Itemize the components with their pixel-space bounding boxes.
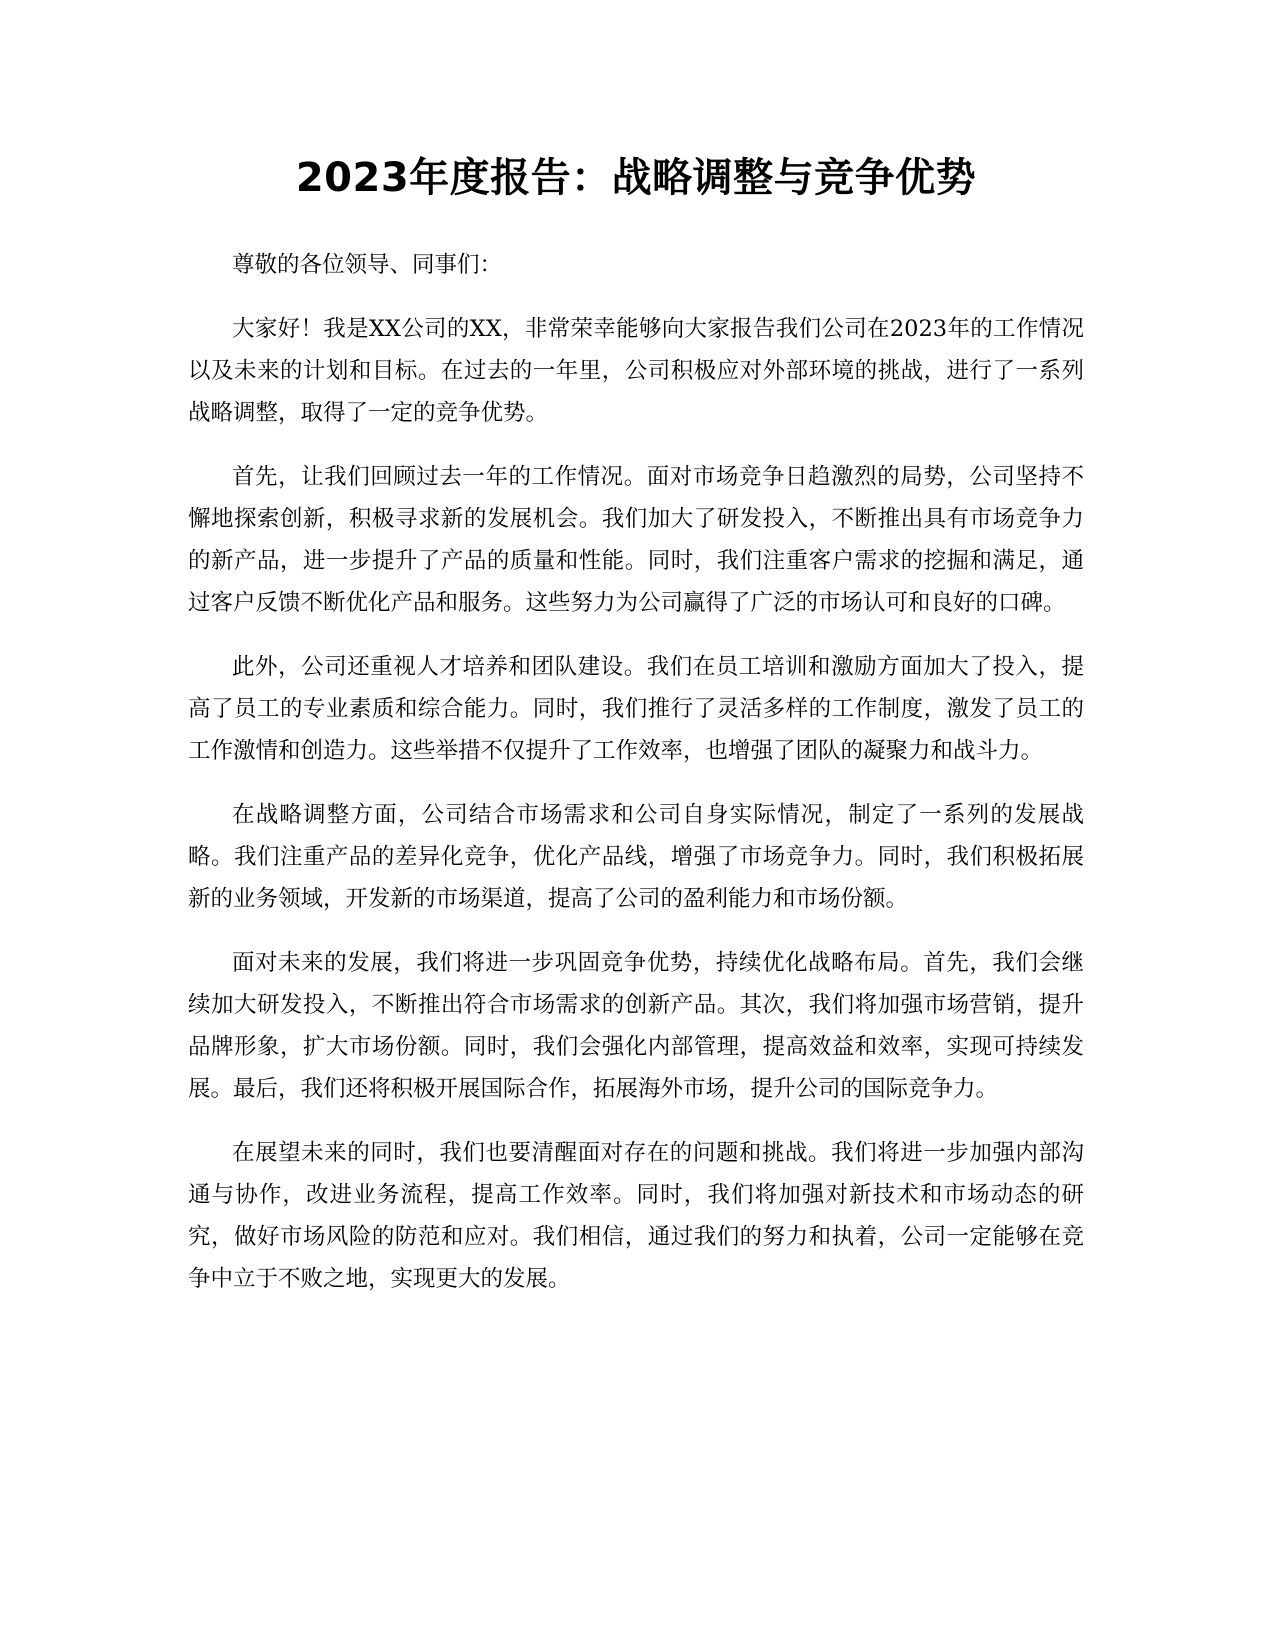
paragraph-review: 首先，让我们回顾过去一年的工作情况。面对市场竞争日趋激烈的局势，公司坚持不懈地探索创新，积极寻求新的发展机会。我们加大了研发投入，不断推出具有市场竞争力的新产品，进一步提升了产品的质量和性能。同时，我们注重客户需求的挖掘和满足，通过客户反馈不断优化产品和服务。这些努力为公司赢得了广泛的市场认可和良好的口碑。 (188, 464, 1084, 616)
salutation: 尊敬的各位领导、同事们： (232, 252, 503, 278)
paragraph-strategy: 在战略调整方面，公司结合市场需求和公司自身实际情况，制定了一系列的发展战略。我们注重产品的差异化竞争，优化产品线，增强了市场竞争力。同时，我们积极拓展新的业务领域，开发新的市场渠道，提高了公司的盈利能力和市场份额。 (188, 802, 1084, 912)
paragraph-intro: 大家好！我是XX公司的XX，非常荣幸能够向大家报告我们公司在2023年的工作情况以及未来的计划和目标。在过去的一年里，公司积极应对外部环境的挑战，进行了一系列战略调整，取得了一定的竞争优势。 (188, 316, 1084, 426)
paragraph-future: 面对未来的发展，我们将进一步巩固竞争优势，持续优化战略布局。首先，我们会继续加大研发投入，不断推出符合市场需求的创新产品。其次，我们将加强市场营销，提升品牌形象，扩大市场份额。同时，我们会强化内部管理，提高效益和效率，实现可持续发展。最后，我们还将积极开展国际合作，拓展海外市场，提升公司的国际竞争力。 (188, 950, 1084, 1102)
document-body (188, 150, 1084, 1322)
paragraph-talent: 此外，公司还重视人才培养和团队建设。我们在员工培训和激励方面加大了投入，提高了员工的专业素质和综合能力。同时，我们推行了灵活多样的工作制度，激发了员工的工作激情和创造力。这些举措不仅提升了工作效率，也增强了团队的凝聚力和战斗力。 (188, 654, 1084, 764)
paragraph-challenges: 在展望未来的同时，我们也要清醒面对存在的问题和挑战。我们将进一步加强内部沟通与协作，改进业务流程，提高工作效率。同时，我们将加强对新技术和市场动态的研究，做好市场风险的防范和应对。我们相信，通过我们的努力和执着，公司一定能够在竞争中立于不败之地，实现更大的发展。 (188, 1140, 1084, 1292)
document-title: 2023年度报告：战略调整与竞争优势 (295, 155, 977, 201)
